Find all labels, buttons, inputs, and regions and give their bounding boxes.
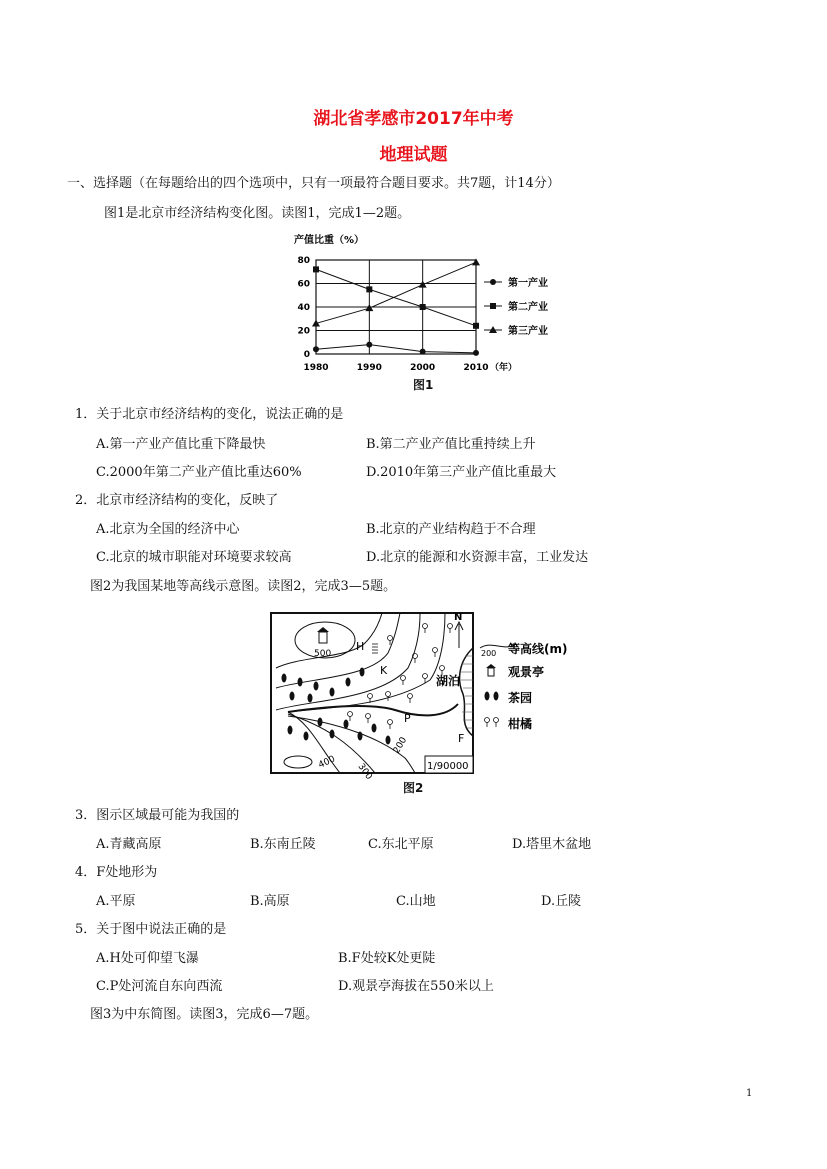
y-tick-label: 0	[303, 350, 310, 360]
data-point-s0-3	[473, 350, 479, 356]
x-tick-label: 2010	[463, 363, 489, 373]
q4-option-c[interactable]: C.山地	[396, 894, 436, 909]
figure1-caption: 图1	[413, 378, 434, 392]
data-point-s2-3	[472, 258, 480, 265]
chart-legend	[484, 276, 548, 337]
north-arrow-icon	[455, 622, 463, 648]
q3-option-d[interactable]: D.塔里木盆地	[512, 837, 592, 852]
data-point-s1-1	[366, 286, 372, 292]
data-point-s1-0	[313, 266, 319, 272]
legend-orange: 柑橘	[508, 717, 533, 731]
q3-option-a[interactable]: A.青藏高原	[96, 837, 162, 852]
y-ticks	[297, 256, 310, 360]
label-h: H	[356, 640, 365, 653]
series-line-0	[316, 345, 476, 353]
data-point-s0-2	[420, 349, 426, 355]
q5-option-c[interactable]: C.P处河流自东向西流	[96, 979, 223, 994]
data-point-s1-3	[473, 323, 479, 329]
figure2-caption: 图2	[403, 781, 424, 795]
data-point-s0-0	[313, 346, 319, 352]
legend-contour: 等高线(m)	[508, 642, 568, 656]
label-p: P	[404, 712, 411, 725]
legend-marker-0	[490, 279, 496, 285]
intro-figure2: 图2为我国某地等高线示意图。读图2，完成3—5题。	[90, 579, 397, 594]
exam-title: 湖北省孝感市2017年中考	[313, 109, 514, 129]
q1-option-d[interactable]: D.2010年第三产业产值比重最大	[366, 465, 557, 480]
y-tick-label: 20	[297, 326, 310, 337]
q1-option-b[interactable]: B.第二产业产值比重持续上升	[366, 437, 536, 452]
q2-option-a[interactable]: A.北京为全国的经济中心	[96, 522, 240, 537]
y-tick-label: 40	[297, 303, 310, 313]
intro-figure1: 图1是北京市经济结构变化图。读图1，完成1—2题。	[104, 206, 411, 221]
legend-pavilion-icon	[486, 664, 496, 676]
x-axis-label: （年）	[490, 363, 518, 373]
q5-stem: 5．关于图中说法正确的是	[75, 922, 227, 937]
page-number: 1	[746, 1088, 753, 1099]
data-point-s2-1	[365, 304, 373, 311]
legend-marker-1	[490, 303, 496, 309]
q1-stem: 1．关于北京市经济结构的变化，说法正确的是	[75, 407, 344, 422]
label-k: K	[380, 664, 388, 677]
legend-orange-icon	[485, 718, 499, 728]
contour-value-400: 400	[317, 754, 337, 771]
q5-option-a[interactable]: A.H处可仰望飞瀑	[96, 951, 199, 966]
q1-option-a[interactable]: A.第一产业产值比重下降最快	[96, 437, 266, 452]
pavilion-icon	[317, 627, 329, 643]
series-line-1	[316, 269, 476, 325]
q4-option-d[interactable]: D.丘陵	[541, 894, 582, 909]
q3-option-c[interactable]: C.东北平原	[368, 837, 434, 852]
legend-contour-value: 200	[481, 649, 497, 658]
q1-option-c[interactable]: C.2000年第二产业产值比重达60%	[96, 465, 302, 480]
x-tick-label: 1980	[303, 363, 329, 373]
y-tick-label: 60	[297, 279, 310, 290]
q5-option-b[interactable]: B.F处较K处更陡	[338, 951, 436, 966]
contour-map	[270, 608, 568, 782]
chart-grid	[316, 260, 476, 354]
map-scale: 1/90000	[427, 761, 469, 772]
label-lake: 湖泊	[436, 674, 461, 688]
y-tick-label: 80	[297, 256, 310, 266]
x-tick-label: 1990	[356, 363, 382, 373]
section-heading: 一、选择题（在每题给出的四个选项中，只有一项最符合题目要求。共7题，计14分）	[67, 176, 560, 191]
legend-pavilion: 观景亭	[508, 665, 545, 679]
q4-option-b[interactable]: B.高原	[250, 894, 290, 909]
legend-tea-icon	[485, 692, 499, 701]
q3-option-b[interactable]: B.东南丘陵	[250, 837, 316, 852]
contour-value-200: 200	[391, 735, 410, 756]
q4-stem: 4．F处地形为	[75, 865, 158, 880]
north-label: N	[454, 612, 463, 623]
q2-option-d[interactable]: D.北京的能源和水资源丰富，工业发达	[366, 550, 589, 565]
x-tick-label: 2000	[410, 363, 436, 373]
series-lines	[316, 262, 476, 352]
q3-stem: 3．图示区域最可能为我国的	[75, 808, 240, 823]
data-point-s2-2	[419, 281, 427, 288]
line-chart	[288, 230, 568, 390]
series-line-2	[316, 262, 476, 323]
q2-option-c[interactable]: C.北京的城市职能对环境要求较高	[96, 550, 292, 565]
q2-stem: 2．北京市经济结构的变化，反映了	[75, 493, 279, 508]
x-ticks	[303, 361, 517, 373]
q2-option-b[interactable]: B.北京的产业结构趋于不合理	[366, 522, 536, 537]
legend-label: 第二产业	[508, 302, 548, 313]
q4-option-a[interactable]: A.平原	[96, 894, 136, 909]
data-point-s1-2	[420, 304, 426, 310]
exam-subtitle: 地理试题	[379, 145, 448, 165]
legend-label: 第三产业	[508, 326, 548, 337]
data-point-s0-1	[366, 342, 372, 348]
contour-value-500: 500	[314, 649, 332, 659]
q5-option-d[interactable]: D.观景亭海拔在550米以上	[338, 979, 494, 994]
chart-title: 产值比重（%）	[294, 235, 365, 246]
intro-figure3: 图3为中东简图。读图3，完成6—7题。	[90, 1007, 319, 1022]
legend-tea: 茶园	[508, 691, 533, 705]
label-f: F	[458, 732, 465, 745]
contour-value-300: 300	[355, 761, 374, 782]
legend-label: 第一产业	[508, 278, 548, 289]
